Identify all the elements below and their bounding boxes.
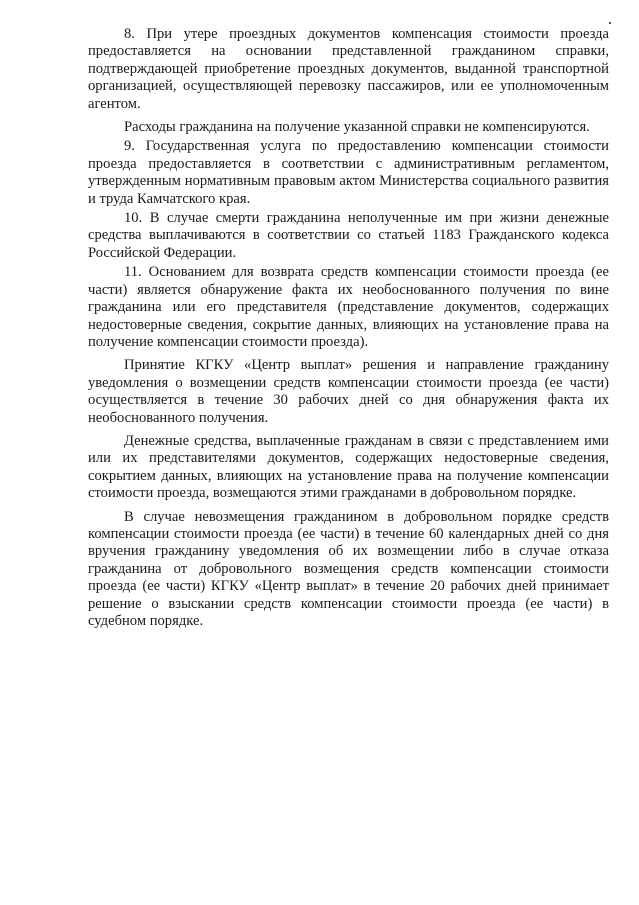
paragraph-8-note: Расходы гражданина на получение указанной справки не компенсируются. bbox=[124, 119, 590, 136]
paragraph-10: 10. В случае смерти гражданина неполученные им при жизни денежные средства выплачиваются в соответствии со статьей 1183 Гражданского кодекса Российской Федерации. bbox=[88, 210, 609, 261]
paragraph-9: 9. Государственная услуга по предоставлению компенсации стоимости проезда предоставляется в соответствии с административным регламентом, утвержденным нормативным правовым актом Министерства социального развития и труда Камчатского края. bbox=[88, 138, 609, 207]
paragraph-11-decision: Принятие КГКУ «Центр выплат» решения и направление гражданину уведомления о возмещении средств компенсации стоимости проезда (ее части) осуществляется в течение 30 рабочих дней со дня обнаружения факта их необоснованного получения. bbox=[88, 357, 609, 426]
paragraph-11-court: В случае невозмещения гражданином в добровольном порядке средств компенсации стоимости проезда (ее части) в течение 60 календарных дней со дня вручения гражданину уведомления об их возмещении либо в случае отказа гражданина от добровольного возмещения средств компенсации стоимости проезда (ее части) КГКУ «Центр выплат» в течение 20 рабочих дней принимает решение о взыскании средств компенсации стоимости проезда (ее части) в судебном порядке. bbox=[88, 508, 609, 629]
paragraph-11: 11. Основанием для возврата средств компенсации стоимости проезда (ее части) является обнаружение факта их необоснованного получения по вине гражданина или его представителя (представление документов, содержащих недостоверные сведения, сокрытие данных, влияющих на установление права на получение компенсации стоимости проезда). bbox=[88, 264, 609, 350]
paragraph-8: 8. При утере проездных документов компенсация стоимости проезда предоставляется на основании представленной гражданином справки, подтверждающей приобретение проездных документов, выданной транспортной организацией, осуществляющей перевозку пассажиров, или ее уполномоченным агентом. bbox=[88, 26, 609, 112]
scan-dot bbox=[609, 22, 611, 24]
paragraph-11-voluntary: Денежные средства, выплаченные гражданам в связи с представлением ими или их представителями документов, содержащих недостоверные сведения, сокрытием данных, влияющих на установление права на получение компенсации стоимости проезда, возмещаются этими гражданами в добровольном порядке. bbox=[88, 432, 609, 502]
